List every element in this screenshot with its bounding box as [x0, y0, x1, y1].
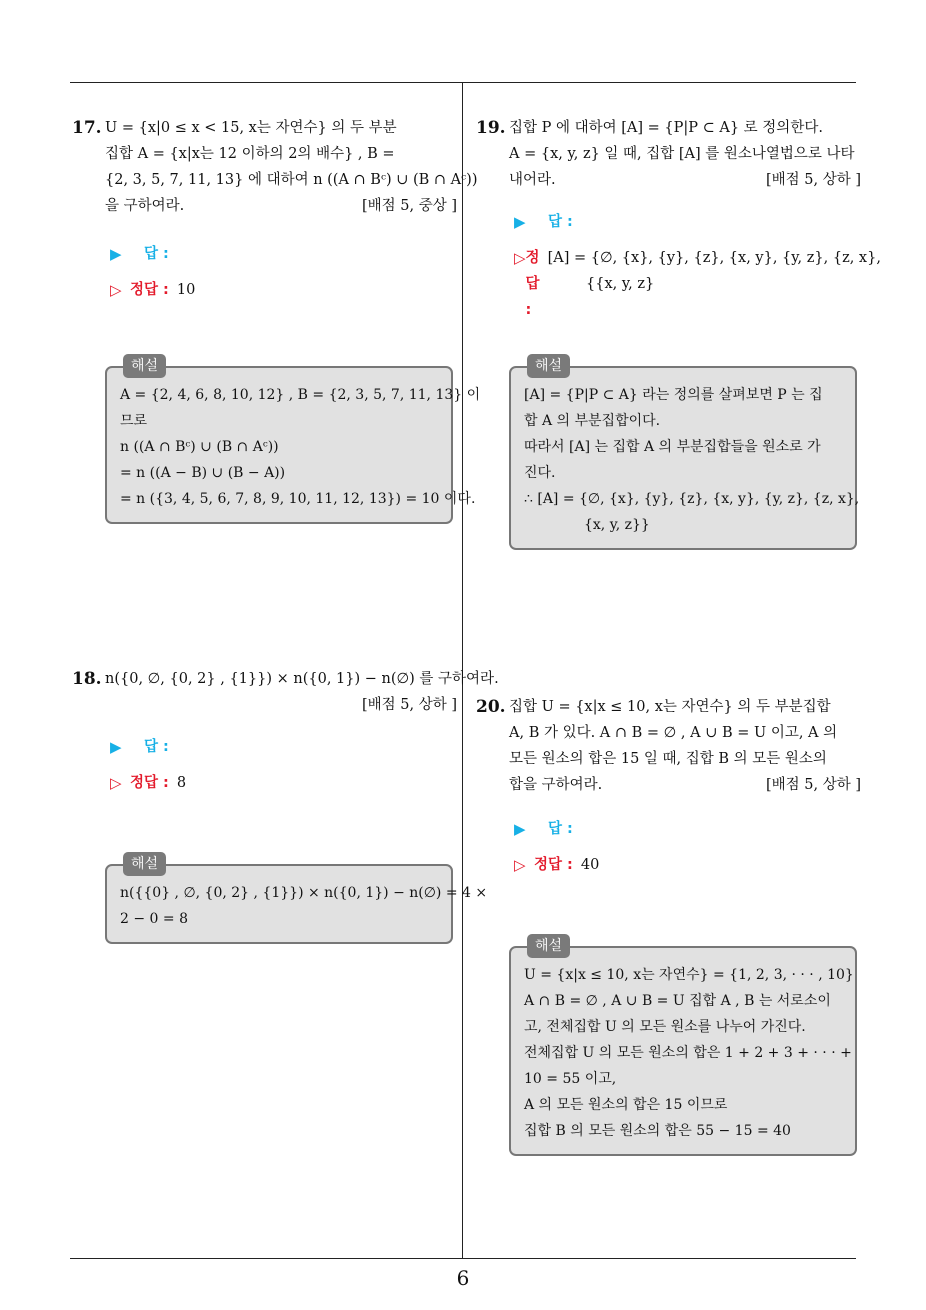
solution-line: ∴ [A] = {∅, {x}, {y}, {z}, {x, y}, {y, z}, {z, x},	[524, 491, 860, 507]
play-triangle-icon: ▶	[514, 820, 526, 838]
solution-line: A 의 모든 원소의 합은 15 이므로	[524, 1097, 728, 1113]
correct-answer-value: 40	[580, 857, 600, 873]
solution-box-20	[509, 938, 857, 1156]
correct-label: 정답 :	[130, 282, 169, 298]
score-label: [배점 5, 상하 ]	[765, 777, 861, 793]
solution-line: 고, 전체집합 U 의 모든 원소를 나누어 가진다.	[524, 1019, 806, 1035]
solution-line: 므로	[120, 413, 148, 429]
solution-line: {x, y, z}}	[584, 517, 650, 533]
question-text-line: 모든 원소의 합은 15 일 때, 집합 B 의 모든 원소의	[509, 751, 827, 767]
question-text-line: n({0, ∅, {0, 2} , {1}}) × n({0, 1}) − n(∅) 를 구하여라.	[105, 671, 499, 687]
solution-line: A ∩ B = ∅ , A ∪ B = U 집합 A , B 는 서로소이	[524, 993, 831, 1009]
question-number: 20.	[476, 697, 506, 717]
question-text-line: 합을 구하여라.	[509, 777, 603, 793]
answer-row	[514, 209, 861, 235]
question-20	[476, 694, 861, 878]
solution-line: [A] = {P|P ⊂ A} 라는 정의를 살펴보면 P 는 집	[524, 387, 823, 403]
solution-box-17	[105, 358, 481, 524]
solution-line: n({{0} , ∅, {0, 2} , {1}}) × n({0, 1}) − n(∅) = 4 ×	[120, 885, 488, 901]
solution-line: U = {x|x ≤ 10, x는 자연수} = {1, 2, 3, · · · , 10}	[524, 967, 854, 983]
solution-tag: 해설	[527, 354, 570, 378]
solution-line: n ((A ∩ Bᶜ) ∪ (B ∩ Aᶜ))	[120, 439, 279, 455]
answer-label: 답 :	[548, 214, 573, 230]
score-label: [배점 5, 상하 ]	[765, 172, 861, 188]
question-number: 19.	[476, 118, 506, 138]
question-text-line: 집합 U = {x|x ≤ 10, x는 자연수} 의 두 부분집합	[509, 699, 831, 715]
solution-box-19	[509, 358, 860, 550]
question-text-line: 집합 A = {x|x는 12 이하의 2의 배수} , B =	[105, 146, 395, 162]
question-text-line: A, B 가 있다. A ∩ B = ∅ , A ∪ B = U 이고, A 의	[509, 725, 838, 741]
correct-answer-row	[514, 852, 861, 878]
question-number: 18.	[72, 669, 102, 689]
top-rule	[70, 82, 856, 83]
correct-label: 정답 :	[525, 250, 540, 318]
answer-row	[514, 816, 861, 842]
bottom-rule	[70, 1258, 856, 1259]
outline-triangle-icon: ▷	[514, 856, 526, 874]
question-text-line: U = {x|0 ≤ x < 15, x는 자연수} 의 두 부분	[105, 120, 397, 136]
solution-box-18	[105, 856, 488, 944]
correct-answer-row	[110, 770, 457, 796]
page-number: 6	[456, 1266, 470, 1290]
question-text-line: {2, 3, 5, 7, 11, 13} 에 대하여 n ((A ∩ Bᶜ) ∪ (B ∩ Aᶜ))	[105, 172, 478, 188]
answer-row	[110, 241, 457, 267]
answer-label: 답 :	[144, 739, 169, 755]
question-number: 17.	[72, 118, 102, 138]
answer-row	[110, 734, 457, 760]
solution-line: 진다.	[524, 465, 556, 481]
question-text-line: A = {x, y, z} 일 때, 집합 [A] 를 원소나열법으로 나타	[509, 146, 855, 162]
column-divider	[462, 82, 463, 1258]
solution-line: = n ({3, 4, 5, 6, 7, 8, 9, 10, 11, 12, 13}) = 10 이다.	[120, 491, 476, 507]
solution-line: 10 = 55 이고,	[524, 1071, 617, 1087]
question-19	[476, 115, 881, 318]
correct-answer-value: [A] = {∅, {x}, {y}, {z}, {x, y}, {y, z}, {z, x},	[547, 250, 881, 266]
correct-label: 정답 :	[534, 857, 573, 873]
question-text-line: 집합 P 에 대하여 [A] = {P|P ⊂ A} 로 정의한다.	[509, 120, 823, 136]
correct-answer-row	[110, 277, 457, 303]
solution-tag: 해설	[123, 852, 166, 876]
outline-triangle-icon: ▷	[110, 774, 122, 792]
question-text-line: 내어라.	[509, 172, 556, 188]
correct-answer-continued	[514, 271, 861, 297]
score-label: [배점 5, 상하 ]	[361, 697, 457, 713]
correct-answer-value: 10	[176, 282, 196, 298]
answer-label: 답 :	[144, 246, 169, 262]
question-17	[72, 115, 478, 303]
question-text-line: 을 구하여라.	[105, 198, 185, 214]
play-triangle-icon: ▶	[110, 245, 122, 263]
solution-tag: 해설	[527, 934, 570, 958]
solution-line: = n ((A − B) ∪ (B − A))	[120, 465, 286, 481]
correct-answer-value: 8	[176, 775, 187, 791]
correct-label: 정답 :	[130, 775, 169, 791]
outline-triangle-icon: ▷	[110, 281, 122, 299]
solution-line: 합 A 의 부분집합이다.	[524, 413, 661, 429]
play-triangle-icon: ▶	[110, 738, 122, 756]
correct-answer-row	[514, 245, 881, 318]
play-triangle-icon: ▶	[514, 213, 526, 231]
solution-line: A = {2, 4, 6, 8, 10, 12} , B = {2, 3, 5, 7, 11, 13} 이	[120, 387, 481, 403]
solution-line: 집합 B 의 모든 원소의 합은 55 − 15 = 40	[524, 1123, 791, 1139]
score-label: [배점 5, 중상 ]	[361, 198, 457, 214]
correct-answer-value: {{x, y, z}	[586, 276, 655, 292]
outline-triangle-icon: ▷	[514, 249, 526, 267]
solution-line: 전체집합 U 의 모든 원소의 합은 1 + 2 + 3 + · · · +	[524, 1045, 852, 1061]
answer-label: 답 :	[548, 821, 573, 837]
solution-line: 2 − 0 = 8	[120, 911, 188, 927]
solution-tag: 해설	[123, 354, 166, 378]
solution-line: 따라서 [A] 는 집합 A 의 부분집합들을 원소로 가	[524, 439, 821, 455]
